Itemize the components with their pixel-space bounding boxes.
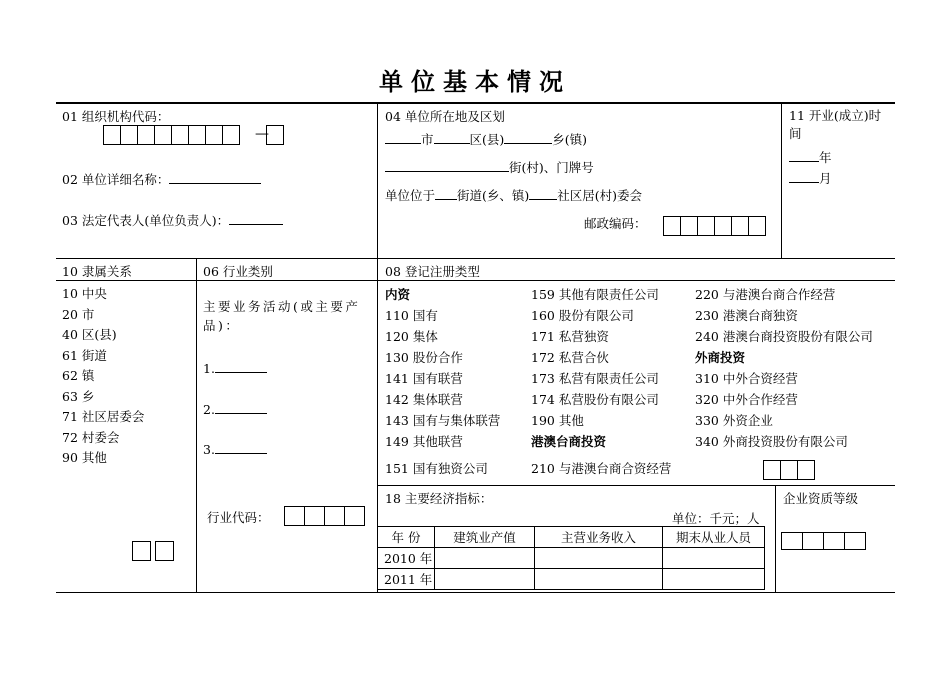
list-item: 71 社区居委会 — [62, 409, 145, 424]
header-employees: 期末从业人员 — [663, 527, 765, 548]
list-item: 190 其他 — [531, 413, 584, 428]
list-item: 61 街道 — [62, 347, 107, 363]
header-divider — [56, 280, 895, 281]
list-item: 172 私营合伙 — [531, 350, 609, 365]
location-line-street[interactable]: 街(村)、门牌号 — [385, 158, 594, 176]
list-item: 174 私营股份有限公司 — [531, 392, 659, 407]
list-item: 240 港澳台商投资股份有限公司 — [695, 329, 873, 344]
cell-output[interactable] — [435, 569, 535, 590]
list-item: 内资 — [385, 287, 411, 302]
industry-header: 06 行业类别 — [203, 264, 273, 279]
org-code-check-box[interactable] — [267, 125, 284, 145]
section-divider — [56, 258, 895, 259]
industry-item-3[interactable]: 3. — [203, 441, 267, 457]
top-border — [56, 102, 895, 104]
list-item: 40 区(县) — [62, 327, 117, 342]
affiliation-code-boxes[interactable] — [133, 541, 174, 561]
indicators-table — [377, 526, 765, 590]
list-item: 171 私营独资 — [531, 329, 609, 344]
unit-name-field[interactable]: 02 单位详细名称： — [62, 170, 261, 188]
list-item: 143 国有与集体联营 — [385, 413, 501, 428]
list-item: 72 村委会 — [62, 429, 120, 445]
location-line-city[interactable]: 市 区(县) 乡(镇) — [385, 130, 587, 148]
org-code-label: 01 组织机构代码： — [62, 109, 170, 124]
founding-label: 11 开业(成立)时间 — [789, 108, 882, 141]
industry-item-2[interactable]: 2. — [203, 401, 267, 417]
vertical-divider-industry — [196, 258, 197, 592]
list-item: 63 乡 — [62, 388, 95, 404]
registration-code-boxes[interactable] — [764, 460, 815, 480]
main-activity-label: 主要业务活动(或主要产品)： — [203, 299, 361, 333]
list-item: 160 股份有限公司 — [531, 308, 634, 323]
row-year: 2011 年 — [378, 569, 435, 590]
table-row — [378, 548, 765, 569]
list-item: 149 其他联营 — [385, 434, 463, 449]
list-item: 320 中外合作经营 — [695, 392, 798, 407]
industry-item-1[interactable]: 1. — [203, 360, 267, 376]
bottom-border — [56, 592, 895, 593]
org-code-dash: — — [255, 126, 269, 142]
location-line-committee[interactable]: 单位位于 街道(乡、镇) 社区居(村)委会 — [385, 188, 643, 203]
list-item: 141 国有联营 — [385, 371, 463, 386]
legal-rep-field[interactable]: 03 法定代表人(单位负责人)： — [62, 211, 283, 229]
list-item: 10 中央 — [62, 286, 107, 301]
cell-revenue[interactable] — [535, 569, 663, 590]
qualification-boxes[interactable] — [782, 532, 866, 550]
affiliation-list — [62, 284, 144, 469]
header-year: 年 份 — [378, 527, 435, 548]
list-item: 330 外资企业 — [695, 413, 773, 428]
page-title: 单位基本情况 — [379, 67, 571, 96]
qualification-divider — [775, 485, 776, 593]
list-item: 340 外商投资股份有限公司 — [695, 434, 848, 449]
list-item: 220 与港澳台商合作经营 — [695, 287, 836, 302]
founding-month-field[interactable]: 月 — [789, 169, 832, 187]
postal-code-label: 邮政编码： — [584, 216, 647, 231]
list-item: 62 镇 — [62, 368, 95, 383]
list-item: 90 其他 — [62, 450, 107, 465]
indicators-top-line — [377, 485, 895, 486]
registration-col-1 — [385, 284, 500, 452]
cell-output[interactable] — [435, 548, 535, 569]
industry-code-label: 行业代码： — [207, 510, 270, 525]
founding-year-field[interactable]: 年 — [789, 148, 832, 166]
vertical-divider-founding — [781, 103, 782, 258]
list-item: 外商投资 — [695, 350, 746, 365]
list-item: 159 其他有限责任公司 — [531, 287, 659, 302]
list-item: 港澳台商投资 — [531, 434, 607, 449]
indicators-unit: 单位：千元；人 — [672, 511, 760, 526]
indicators-label: 18 主要经济指标： — [385, 491, 493, 506]
list-item: 110 国有 — [385, 308, 438, 323]
header-output: 建筑业产值 — [435, 527, 535, 548]
registration-header: 08 登记注册类型 — [385, 264, 480, 279]
list-item: 120 集体 — [385, 329, 438, 344]
affiliation-header: 10 隶属关系 — [62, 264, 132, 279]
industry-code-boxes[interactable] — [285, 506, 365, 526]
cell-employees[interactable] — [663, 569, 765, 590]
postal-code-boxes[interactable] — [664, 216, 766, 236]
list-item: 310 中外合资经营 — [695, 371, 798, 386]
list-item: 142 集体联营 — [385, 392, 463, 407]
cell-revenue[interactable] — [535, 548, 663, 569]
registration-extra-1: 151 国有独资公司 — [385, 461, 488, 476]
org-code-boxes[interactable] — [104, 125, 240, 145]
row-year: 2010 年 — [378, 548, 435, 569]
qualification-label: 企业资质等级 — [783, 491, 859, 506]
registration-extra-2: 210 与港澳台商合资经营 — [531, 461, 672, 476]
list-item: 173 私营有限责任公司 — [531, 371, 659, 386]
registration-col-2 — [531, 284, 659, 452]
location-label: 04 单位所在地及区划 — [385, 109, 505, 124]
list-item: 20 市 — [62, 306, 95, 322]
table-header-row — [378, 527, 765, 548]
header-revenue: 主营业务收入 — [535, 527, 663, 548]
cell-employees[interactable] — [663, 548, 765, 569]
table-row — [378, 569, 765, 590]
vertical-divider-main — [377, 103, 378, 592]
list-item: 230 港澳台商独资 — [695, 308, 798, 323]
registration-col-3 — [695, 284, 873, 452]
list-item: 130 股份合作 — [385, 350, 463, 365]
